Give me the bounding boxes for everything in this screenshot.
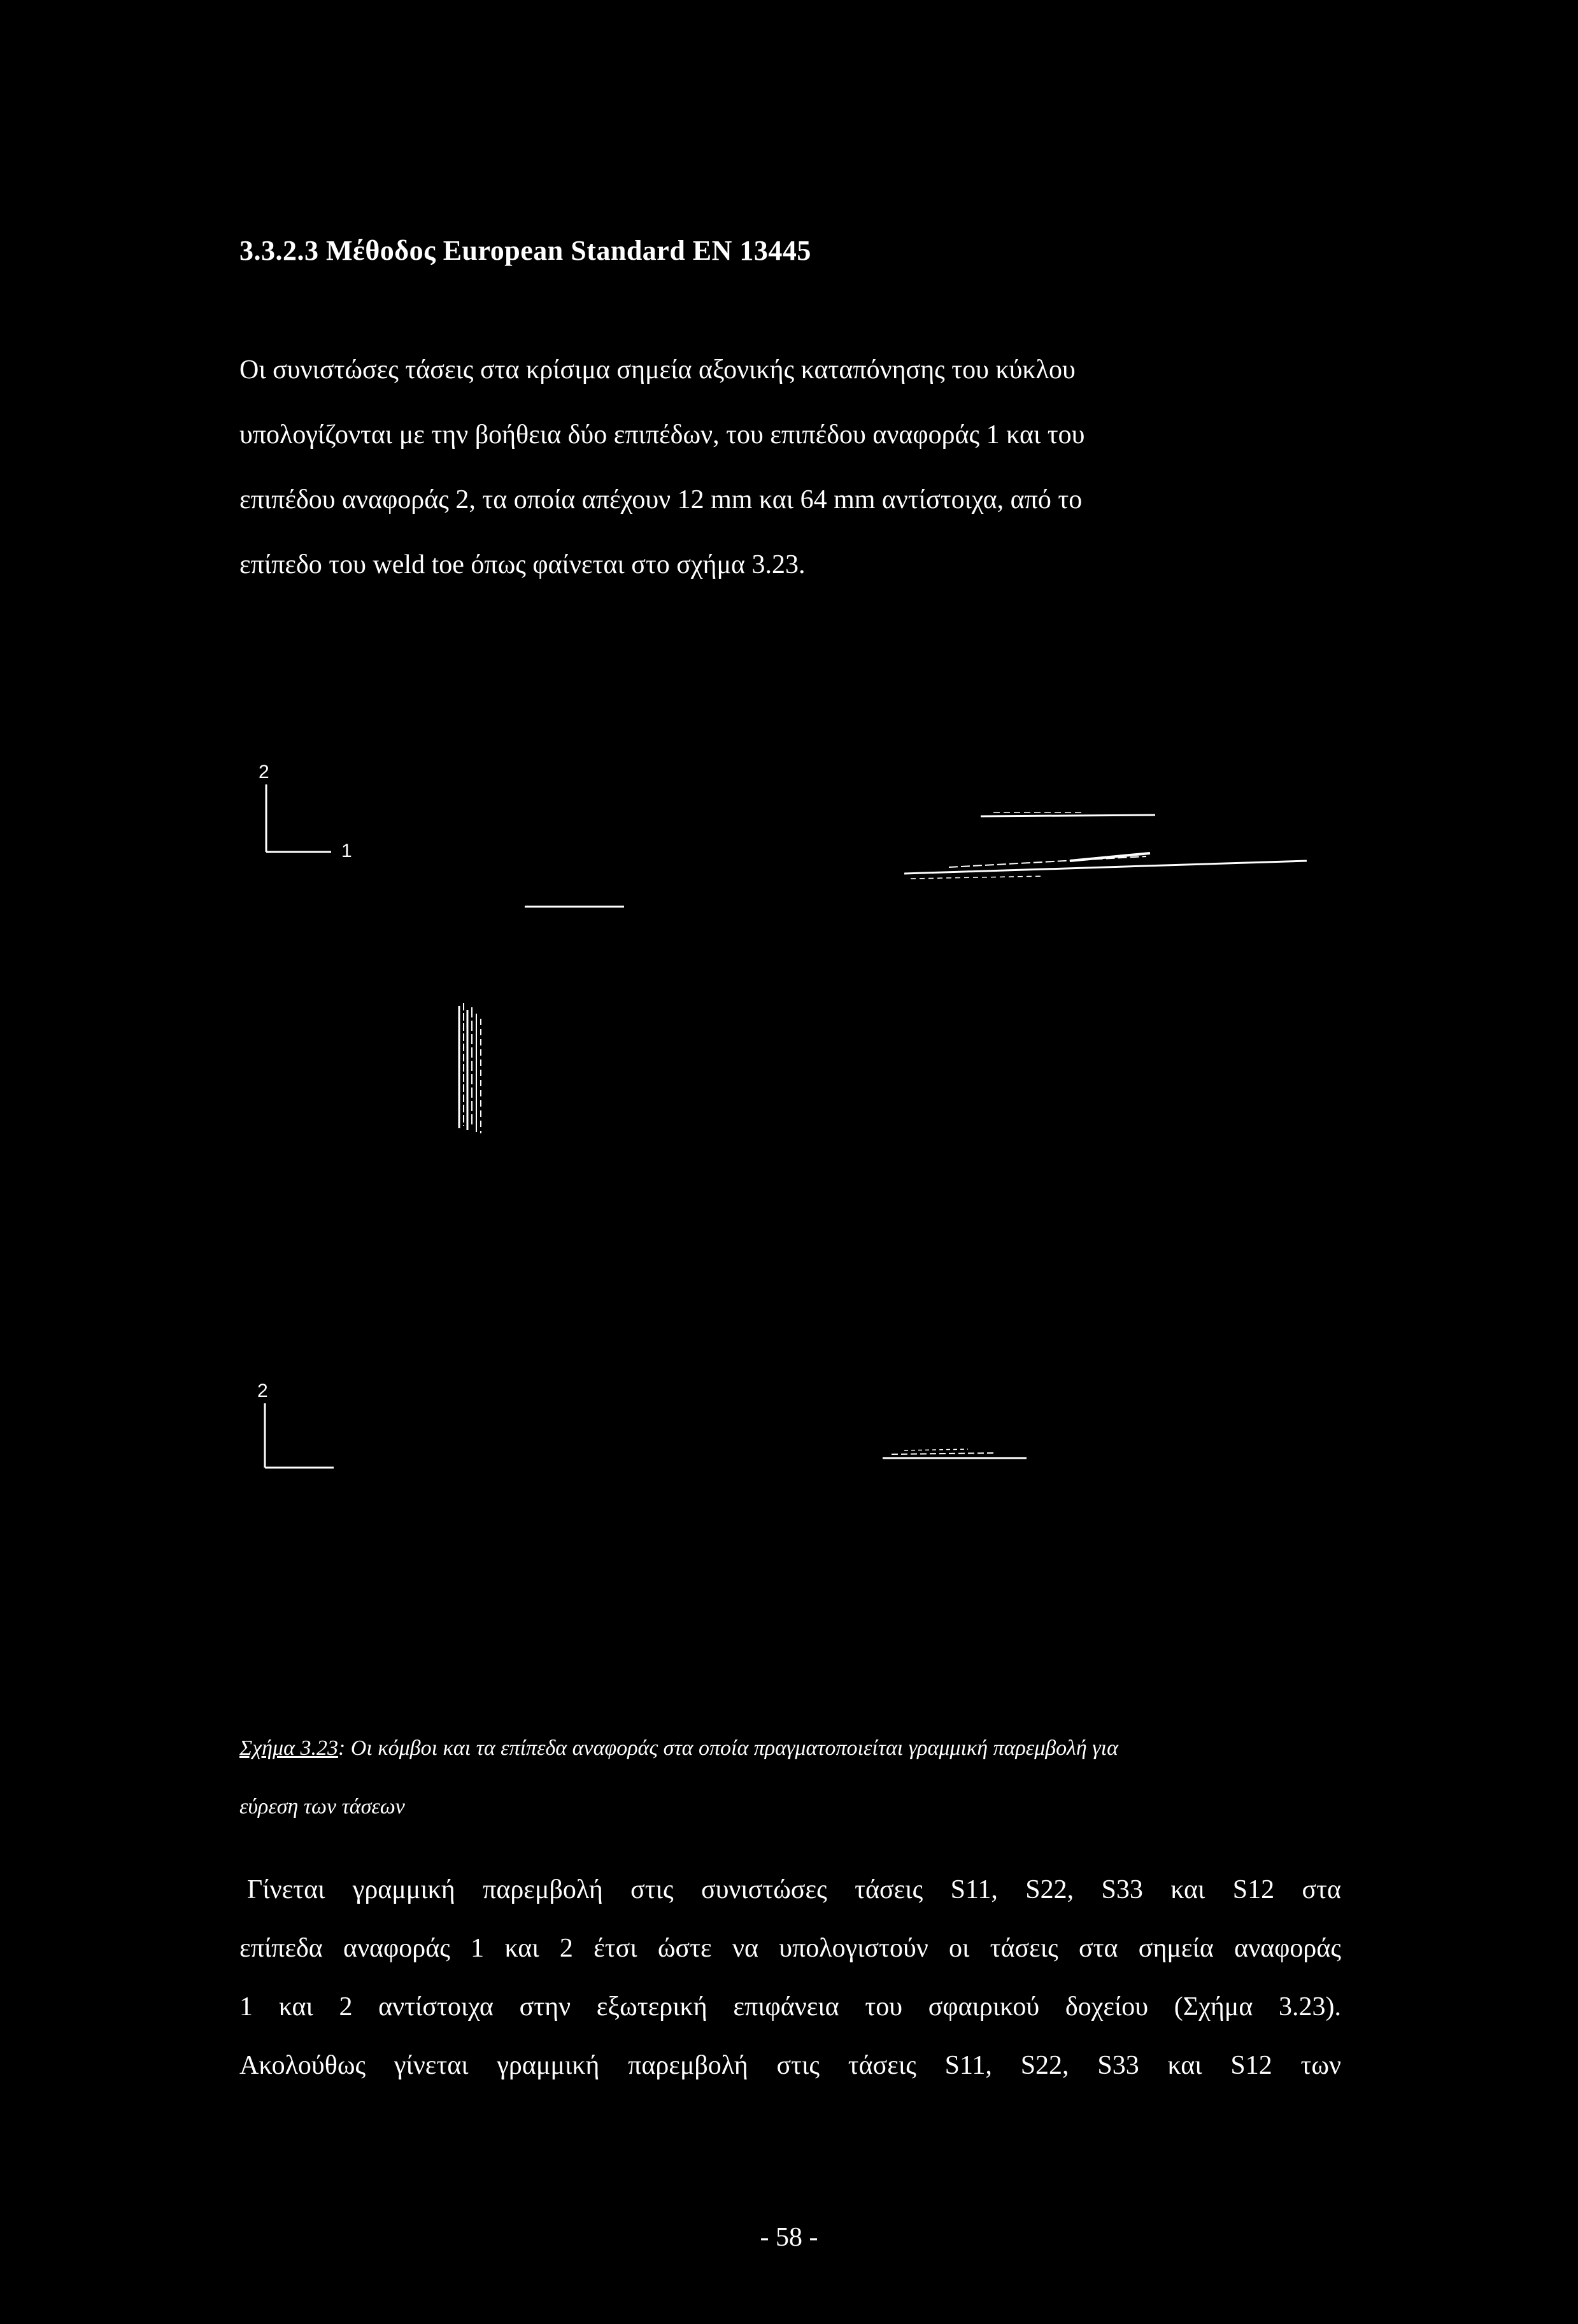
caption-line: εύρεση των τάσεων	[239, 1795, 405, 1818]
body-paragraph	[239, 1860, 1341, 2095]
fragment-line	[904, 1449, 968, 1450]
paragraph-line: Ακολούθως γίνεται γραμμική παρεμβολή στις τάσεις S11, S22, S33 και S12 των	[239, 2051, 1341, 2080]
paragraph-line: επίπεδα αναφοράς 1 και 2 έτσι ώστε να υπολογιστούν οι τάσεις στα σημεία αναφοράς	[239, 1934, 1341, 1963]
paragraph-line: επιπέδου αναφοράς 2, τα οποία απέχουν 12 mm και 64 mm αντίστοιχα, από το	[239, 485, 1083, 514]
fragment-line	[892, 1453, 993, 1454]
top-axis-label-horizontal: 1	[341, 840, 352, 861]
paragraph-line: επίπεδο του weld toe όπως φαίνεται στο σχήμα 3.23.	[239, 550, 806, 579]
top-axes	[259, 762, 352, 861]
reference-lines-right-bottom	[883, 1449, 1027, 1458]
fragment-line	[949, 856, 1146, 867]
caption-text: : Οι κόμβοι και τα επίπεδα αναφοράς στα οποία πραγματοποιείται γραμμική παρεμβολή για	[338, 1736, 1118, 1760]
paragraph-line: 1 και 2 αντίστοιχα στην εξωτερική επιφάνεια του σφαιρικού δοχείου (Σχήμα 3.23).	[239, 1992, 1341, 2022]
page-number: - 58 -	[760, 2223, 818, 2252]
section-heading: 3.3.2.3 Μέθοδος European Standard EN 13445	[239, 235, 811, 266]
fragment-line	[981, 815, 1155, 816]
reference-lines-right-top	[904, 812, 1307, 879]
paragraph-line: Οι συνιστώσες τάσεις στα κρίσιμα σημεία αξονικής καταπόνησης του κύκλου	[239, 355, 1076, 385]
caption-line	[239, 1719, 1341, 1778]
top-axis-label-vertical: 2	[259, 762, 269, 783]
caption-label: Σχήμα 3.23	[239, 1736, 338, 1760]
paragraph-line: Γίνεται γραμμική παρεμβολή στις συνιστώσες τάσεις S11, S22, S33 και S12 στα	[247, 1875, 1341, 1904]
bottom-axes	[257, 1380, 334, 1468]
paragraph-line: υπολογίζονται με την βοήθεια δύο επιπέδων, του επιπέδου αναφοράς 1 και του	[239, 420, 1085, 450]
fragment-line	[904, 861, 1307, 874]
bottom-axis-label-vertical: 2	[257, 1380, 268, 1401]
fragment-line	[911, 876, 1044, 879]
figure-caption	[239, 1719, 1341, 1836]
vertical-element	[459, 1003, 481, 1133]
